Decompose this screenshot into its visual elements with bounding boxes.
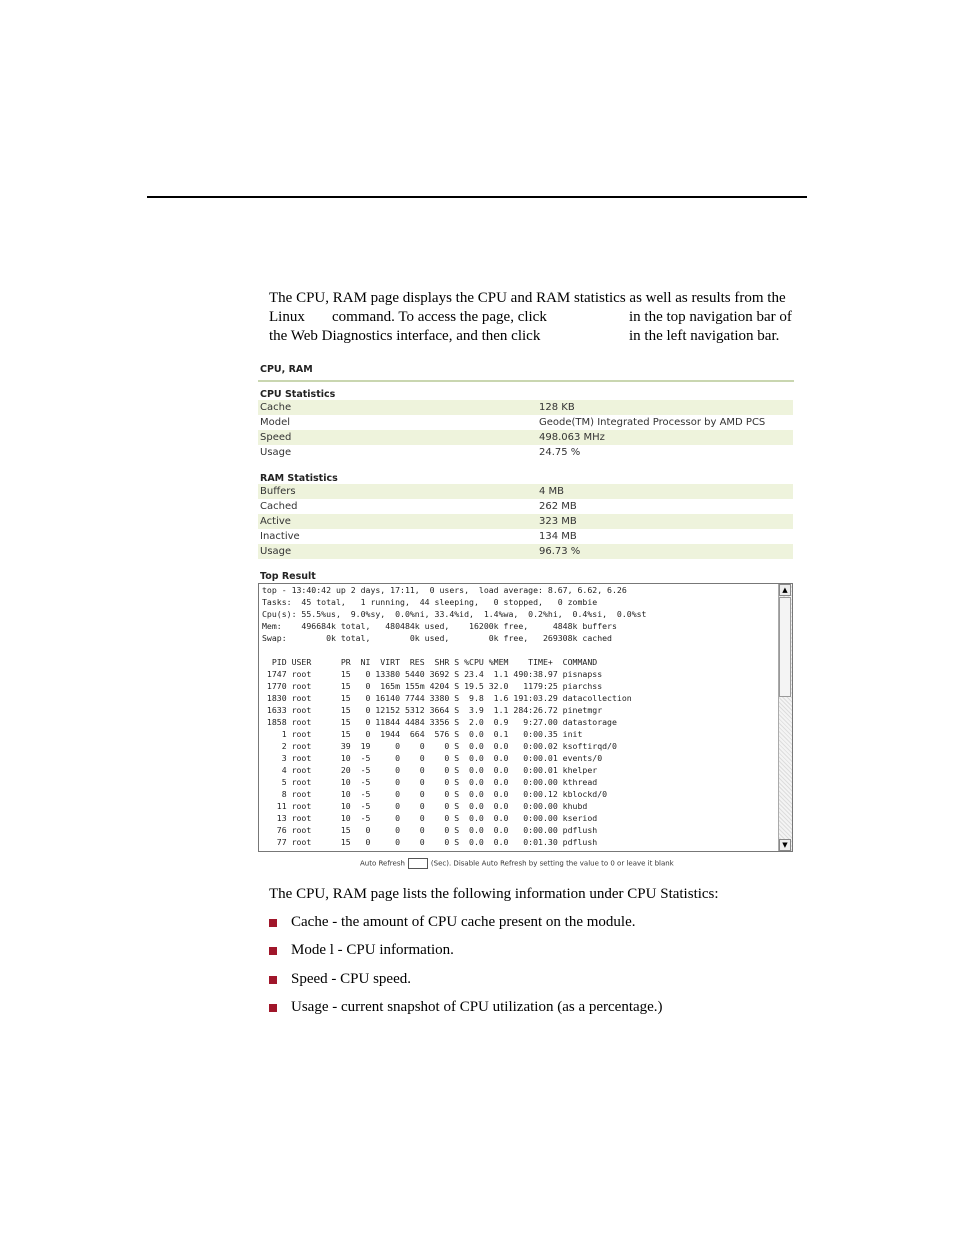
stat-label: Usage [260,546,292,557]
stat-label: Model [260,417,291,428]
table-row [258,400,793,415]
list-item: Usage - current snapshot of CPU utilization (as a percentage.) [291,999,663,1015]
stat-label: Cached [260,501,298,512]
table-row [258,445,793,460]
stat-value: 128 KB [539,402,575,413]
list-item: Mode l - CPU information. [291,942,454,958]
list-item: Speed - CPU speed. [291,971,411,987]
scrollbar-thumb[interactable] [779,597,791,697]
stat-label: Usage [260,447,292,458]
bullet-icon [269,1004,277,1012]
ram-stats-table [258,484,793,559]
auto-refresh-row [360,858,674,869]
intro-line-2b: command. To access the page, click [332,309,547,325]
list-item: Cache - the amount of CPU cache present on the module. [291,914,636,930]
intro-line-2a: Linux [269,309,305,325]
intro-line-2c: in the top navigation bar of [629,309,792,325]
stat-value: 262 MB [539,501,577,512]
table-row [258,415,793,430]
cpu-section-title: CPU Statistics [260,389,336,400]
vertical-scrollbar[interactable] [778,584,792,851]
bullet-icon [269,976,277,984]
stat-value: 96.73 % [539,546,581,557]
cpu-ram-screenshot [258,361,795,877]
stat-label: Inactive [260,531,300,542]
auto-refresh-input[interactable] [408,858,428,869]
scroll-up-icon[interactable]: ▲ [779,584,791,596]
auto-refresh-label: Auto Refresh [360,859,405,868]
page-title: CPU, RAM [260,364,313,375]
auto-refresh-hint: (Sec). Disable Auto Refresh by setting the value to 0 or leave it blank [430,859,674,868]
cpu-stats-table [258,400,793,460]
bullet-icon [269,919,277,927]
table-row [258,484,793,499]
stat-label: Buffers [260,486,296,497]
cpu-stats-intro: The CPU, RAM page lists the following information under CPU Statistics: [269,886,719,902]
top-output-textarea[interactable] [258,583,793,852]
intro-paragraph [269,289,809,346]
top-result-title: Top Result [260,571,316,582]
stat-value: 323 MB [539,516,577,527]
scroll-down-icon[interactable]: ▼ [779,839,791,851]
stat-value: 498.063 MHz [539,432,605,443]
top-output-text: top - 13:40:42 up 2 days, 17:11, 0 users, load average: 8.67, 6.62, 6.26 Tasks: 45 total, 1 running, 44 sleeping, 0 stopped, 0 zombie Cpu(s): 55.5%us, 9.0%sy, 0.0%ni, 33.4%id, 1.4%wa, 0.2%hi, 0.4%si, 0.0%st Mem: 496684k total, 480484k used, 16200k free, 4848k buffers Swap: 0k total, 0k used, 0k free, 269308k cached PID USER PR NI VIRT RES SHR S %CPU %MEM TIME+ COMMAND 1747 root 15 0 13380 5440 3692 S 23.4 1.1 490:38.97 pisnapss 1770 root 15 0 165m 155m 4204 S 19.5 32.0 1179:25 piarchss 1830 root 15 0 16140 7744 3380 S 9.8 1.6 191:03.29 datacollection 1633 root 15 0 12152 5312 3664 S 3.9 1.1 284:26.72 pinetmgr 1858 root 15 0 11844 4484 3356 S 2.0 0.9 9:27.00 datastorage 1 root 15 0 1944 664 576 S 0.0 0.1 0:00.35 init 2 root 39 19 0 0 0 S 0.0 0.0 0:00.02 ksoftirqd/0 3 root 10 -5 0 0 0 S 0.0 0.0 0:00.01 events/0 4 root 20 -5 0 0 0 S 0.0 0.0 0:00.01 khelper 5 root 10 -5 0 0 0 S 0.0 0.0 0:00.00 kthread 8 root 10 -5 0 0 0 S 0.0 0.0 0:00.12 kblockd/0 11 root 10 -5 0 0 0 S 0.0 0.0 0:00.00 khubd 13 root 10 -5 0 0 0 S 0.0 0.0 0:00.00 kseriod 76 root 15 0 0 0 0 S 0.0 0.0 0:00.00 pdflush 77 root 15 0 0 0 0 S 0.0 0.0 0:01.30 pdflush [262,585,647,847]
table-row [258,529,793,544]
table-row [258,544,793,559]
intro-line-3b: in the left navigation bar. [629,328,780,344]
ram-section-title: RAM Statistics [260,473,338,484]
table-row [258,499,793,514]
stat-value: Geode(TM) Integrated Processor by AMD PCS [539,417,766,428]
bullet-icon [269,947,277,955]
stat-value: 134 MB [539,531,577,542]
stat-value: 24.75 % [539,447,581,458]
stat-value: 4 MB [539,486,565,497]
stat-label: Active [260,516,291,527]
intro-line-3a: the Web Diagnostics interface, and then click [269,328,541,344]
title-rule [258,380,794,382]
intro-line-1: The CPU, RAM page displays the CPU and RAM statistics as well as results from the [269,290,786,306]
table-row [258,514,793,529]
table-row [258,430,793,445]
header-rule [147,196,807,198]
stat-label: Cache [260,402,292,413]
stat-label: Speed [260,432,292,443]
